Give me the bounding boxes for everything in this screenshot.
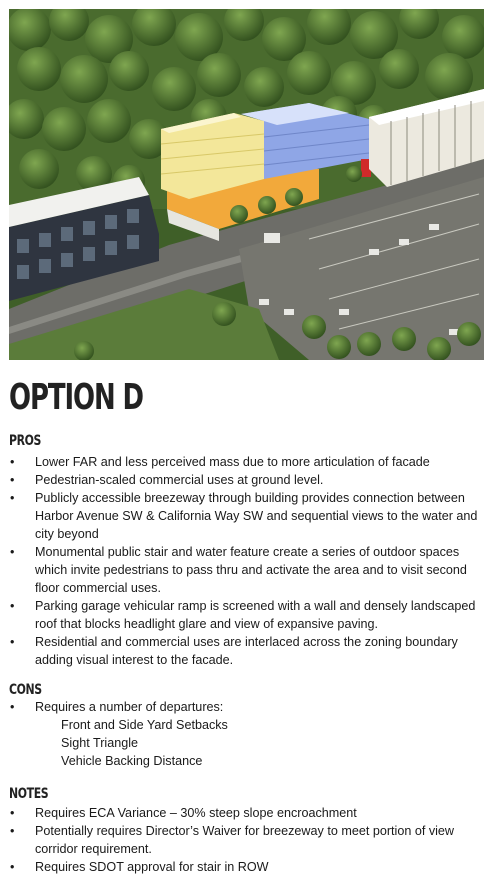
pros-item: • Publicly accessible breezeway through building provides connection between Harbor Avenue SW & California Way SW and sequential views to the water and city beyond xyxy=(9,489,484,543)
cons-heading: CONS xyxy=(9,682,42,698)
cons-sublist xyxy=(35,716,484,770)
pros-item: • Residential and commercial uses are interlaced across the zoning boundary adding visual interest to the facade. xyxy=(9,633,484,669)
notes-list xyxy=(9,804,484,876)
notes-item: • Requires ECA Variance – 30% steep slope encroachment xyxy=(9,804,484,822)
notes-heading: NOTES xyxy=(9,786,49,802)
cons-subitem: Front and Side Yard Setbacks xyxy=(61,718,228,732)
cons-subitem: Vehicle Backing Distance xyxy=(61,754,203,768)
page-title: OPTION D xyxy=(9,377,143,418)
site-rendering-image xyxy=(9,9,484,360)
cons-subitem: Sight Triangle xyxy=(61,736,139,750)
pros-item: • Lower FAR and less perceived mass due to more articulation of facade xyxy=(9,453,484,471)
cons-item-text: Requires a number of departures: xyxy=(35,700,224,714)
notes-item: • Potentially requires Director’s Waiver for breezeway to meet portion of view corridor requirement. xyxy=(9,822,484,858)
pros-item: • Parking garage vehicular ramp is screened with a wall and densely landscaped roof that blocks headlight glare and view of expansive paving. xyxy=(9,597,484,633)
cons-item xyxy=(9,698,484,770)
pros-heading: PROS xyxy=(9,433,42,449)
pros-list xyxy=(9,453,484,669)
pros-item: • Monumental public stair and water feature create a series of outdoor spaces which invite pedestrians to pass thru and activate the area and to visit second floor commercial uses. xyxy=(9,543,484,597)
pros-item: • Pedestrian-scaled commercial uses at ground level. xyxy=(9,471,484,489)
notes-item: • Requires SDOT approval for stair in ROW xyxy=(9,858,484,876)
cons-list xyxy=(9,698,484,770)
